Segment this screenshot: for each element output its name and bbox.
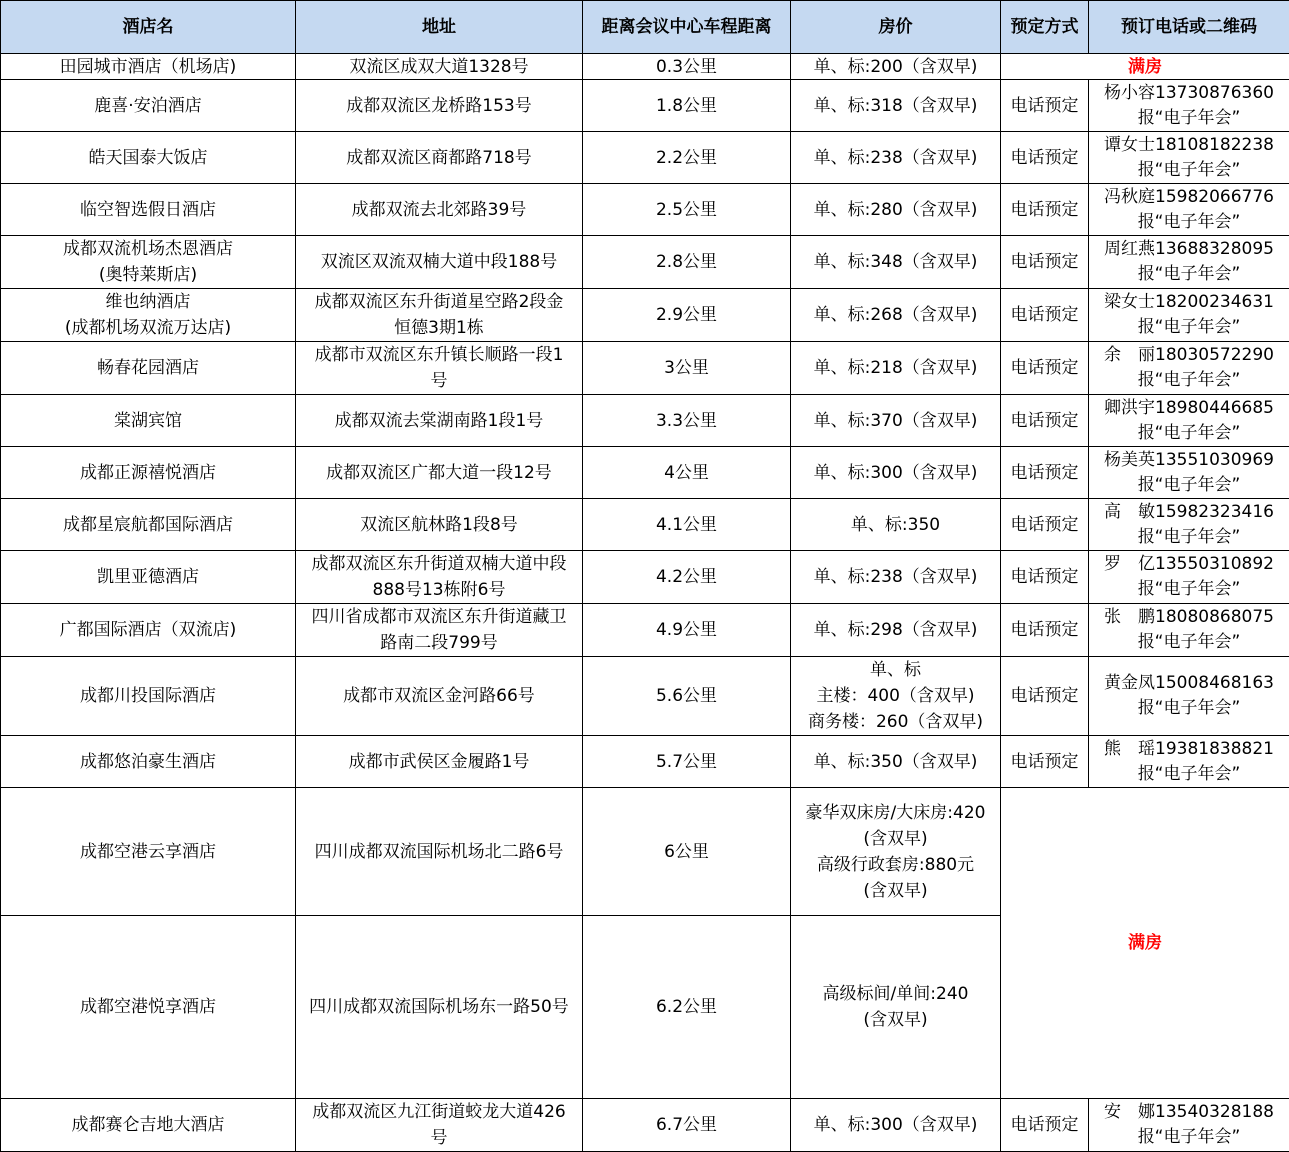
booking-contact: 黄金凤15008468163 报“电子年会” xyxy=(1089,657,1289,736)
hotel-address: 四川省成都市双流区东升街道藏卫 路南二段799号 xyxy=(296,604,583,657)
table-row xyxy=(1,788,1289,916)
booking-method: 电话预定 xyxy=(1001,342,1089,395)
header-contact: 预订电话或二维码 xyxy=(1089,1,1289,54)
hotel-price: 单、标:350（含双早) xyxy=(791,736,1001,788)
booking-method: 电话预定 xyxy=(1001,184,1089,236)
table-row xyxy=(1,80,1289,132)
table-row xyxy=(1,184,1289,236)
hotel-address: 成都市武侯区金履路1号 xyxy=(296,736,583,788)
table-row xyxy=(1,54,1289,80)
table-row xyxy=(1,342,1289,395)
hotel-address: 成都双流区东升街道星空路2段金 恒德3期1栋 xyxy=(296,289,583,342)
hotel-price: 单、标:318（含双早) xyxy=(791,80,1001,132)
hotel-distance: 2.5公里 xyxy=(583,184,791,236)
table-row xyxy=(1,604,1289,657)
booking-method: 电话预定 xyxy=(1001,80,1089,132)
hotel-distance: 4.2公里 xyxy=(583,551,791,604)
hotel-distance: 4.9公里 xyxy=(583,604,791,657)
hotel-address: 成都双流区商都路718号 xyxy=(296,132,583,184)
hotel-name: 维也纳酒店 (成都机场双流万达店) xyxy=(1,289,296,342)
hotel-price: 单、标 主楼：400（含双早) 商务楼：260（含双早) xyxy=(791,657,1001,736)
hotel-name: 鹿喜·安泊酒店 xyxy=(1,80,296,132)
hotel-distance: 6公里 xyxy=(583,788,791,916)
hotel-name: 皓天国泰大饭店 xyxy=(1,132,296,184)
booking-contact: 高 敏15982323416 报“电子年会” xyxy=(1089,499,1289,551)
booking-method: 电话预定 xyxy=(1001,236,1089,289)
booking-method: 电话预定 xyxy=(1001,604,1089,657)
table-row xyxy=(1,132,1289,184)
table-row xyxy=(1,236,1289,289)
hotel-price: 单、标:238（含双早) xyxy=(791,132,1001,184)
hotel-address: 成都双流区龙桥路153号 xyxy=(296,80,583,132)
hotel-name: 成都星宸航都国际酒店 xyxy=(1,499,296,551)
table-row xyxy=(1,289,1289,342)
hotel-distance: 2.8公里 xyxy=(583,236,791,289)
booking-contact: 周红燕13688328095 报“电子年会” xyxy=(1089,236,1289,289)
hotel-distance: 3.3公里 xyxy=(583,395,791,447)
hotel-address: 四川成都双流国际机场北二路6号 xyxy=(296,788,583,916)
hotel-price: 单、标:298（含双早) xyxy=(791,604,1001,657)
hotel-distance: 5.7公里 xyxy=(583,736,791,788)
hotel-price: 单、标:300（含双早) xyxy=(791,1099,1001,1152)
hotel-name: 畅春花园酒店 xyxy=(1,342,296,395)
hotel-distance: 5.6公里 xyxy=(583,657,791,736)
full-status-label: 满房 xyxy=(1001,788,1289,1099)
hotel-distance: 2.2公里 xyxy=(583,132,791,184)
booking-contact: 安 娜13540328188 报“电子年会” xyxy=(1089,1099,1289,1152)
booking-contact: 杨小容13730876360 报“电子年会” xyxy=(1089,80,1289,132)
hotel-address: 双流区成双大道1328号 xyxy=(296,54,583,80)
hotel-address: 成都市双流区东升镇长顺路一段1 号 xyxy=(296,342,583,395)
hotel-name: 成都赛仑吉地大酒店 xyxy=(1,1099,296,1152)
hotel-price: 单、标:268（含双早) xyxy=(791,289,1001,342)
hotel-distance: 3公里 xyxy=(583,342,791,395)
table-row xyxy=(1,657,1289,736)
hotel-distance: 0.3公里 xyxy=(583,54,791,80)
hotel-address: 双流区航林路1段8号 xyxy=(296,499,583,551)
booking-method: 电话预定 xyxy=(1001,551,1089,604)
hotel-distance: 2.9公里 xyxy=(583,289,791,342)
hotel-address: 成都双流去北郊路39号 xyxy=(296,184,583,236)
hotel-address: 成都双流区广都大道一段12号 xyxy=(296,447,583,499)
hotel-price: 单、标:300（含双早) xyxy=(791,447,1001,499)
hotel-price: 单、标:280（含双早) xyxy=(791,184,1001,236)
table-row xyxy=(1,447,1289,499)
hotel-address: 成都双流去棠湖南路1段1号 xyxy=(296,395,583,447)
booking-contact: 卿洪宇18980446685 报“电子年会” xyxy=(1089,395,1289,447)
hotel-distance: 4公里 xyxy=(583,447,791,499)
hotel-distance: 1.8公里 xyxy=(583,80,791,132)
hotel-price: 豪华双床房/大床房:420 (含双早) 高级行政套房:880元 (含双早) xyxy=(791,788,1001,916)
booking-method: 电话预定 xyxy=(1001,447,1089,499)
hotel-name: 田园城市酒店（机场店) xyxy=(1,54,296,80)
hotel-price: 单、标:218（含双早) xyxy=(791,342,1001,395)
booking-contact: 冯秋庭15982066776 报“电子年会” xyxy=(1089,184,1289,236)
header-distance: 距离会议中心车程距离 xyxy=(583,1,791,54)
header-hotel-name: 酒店名 xyxy=(1,1,296,54)
hotel-price: 单、标:350 xyxy=(791,499,1001,551)
hotel-name: 棠湖宾馆 xyxy=(1,395,296,447)
hotel-address: 四川成都双流国际机场东一路50号 xyxy=(296,916,583,1099)
hotel-price: 单、标:348（含双早) xyxy=(791,236,1001,289)
full-status-label: 满房 xyxy=(1001,54,1289,80)
table-row xyxy=(1,395,1289,447)
hotel-address: 双流区双流双楠大道中段188号 xyxy=(296,236,583,289)
hotel-address: 成都双流区东升街道双楠大道中段 888号13栋附6号 xyxy=(296,551,583,604)
hotel-address: 成都双流区九江街道蛟龙大道426 号 xyxy=(296,1099,583,1152)
hotel-name: 成都空港云享酒店 xyxy=(1,788,296,916)
hotel-distance: 6.7公里 xyxy=(583,1099,791,1152)
hotel-name: 成都双流机场杰恩酒店 (奥特莱斯店) xyxy=(1,236,296,289)
booking-contact: 梁女士18200234631 报“电子年会” xyxy=(1089,289,1289,342)
hotel-name: 成都正源禧悦酒店 xyxy=(1,447,296,499)
hotel-name: 成都悠泊豪生酒店 xyxy=(1,736,296,788)
booking-contact: 熊 瑶19381838821 报“电子年会” xyxy=(1089,736,1289,788)
table-row xyxy=(1,551,1289,604)
hotel-price: 高级标间/单间:240 (含双早) xyxy=(791,916,1001,1099)
booking-contact: 余 丽18030572290 报“电子年会” xyxy=(1089,342,1289,395)
booking-method: 电话预定 xyxy=(1001,1099,1089,1152)
booking-method: 电话预定 xyxy=(1001,289,1089,342)
booking-method: 电话预定 xyxy=(1001,132,1089,184)
header-row xyxy=(1,1,1289,54)
header-price: 房价 xyxy=(791,1,1001,54)
hotel-address: 成都市双流区金河路66号 xyxy=(296,657,583,736)
booking-method: 电话预定 xyxy=(1001,736,1089,788)
booking-contact: 谭女士18108182238 报“电子年会” xyxy=(1089,132,1289,184)
hotel-price: 单、标:238（含双早) xyxy=(791,551,1001,604)
booking-method: 电话预定 xyxy=(1001,499,1089,551)
hotel-name: 临空智选假日酒店 xyxy=(1,184,296,236)
hotel-name: 成都川投国际酒店 xyxy=(1,657,296,736)
hotel-price: 单、标:200（含双早) xyxy=(791,54,1001,80)
hotel-distance: 4.1公里 xyxy=(583,499,791,551)
hotel-name: 凯里亚德酒店 xyxy=(1,551,296,604)
header-address: 地址 xyxy=(296,1,583,54)
table-row xyxy=(1,1099,1289,1152)
booking-contact: 杨美英13551030969 报“电子年会” xyxy=(1089,447,1289,499)
hotel-distance: 6.2公里 xyxy=(583,916,791,1099)
hotel-price: 单、标:370（含双早) xyxy=(791,395,1001,447)
hotel-name: 成都空港悦享酒店 xyxy=(1,916,296,1099)
booking-method: 电话预定 xyxy=(1001,395,1089,447)
booking-method: 电话预定 xyxy=(1001,657,1089,736)
hotel-name: 广都国际酒店（双流店) xyxy=(1,604,296,657)
booking-contact: 张 鹏18080868075 报“电子年会” xyxy=(1089,604,1289,657)
header-booking-method: 预定方式 xyxy=(1001,1,1089,54)
table-row xyxy=(1,499,1289,551)
table-row xyxy=(1,736,1289,788)
booking-contact: 罗 亿13550310892 报“电子年会” xyxy=(1089,551,1289,604)
